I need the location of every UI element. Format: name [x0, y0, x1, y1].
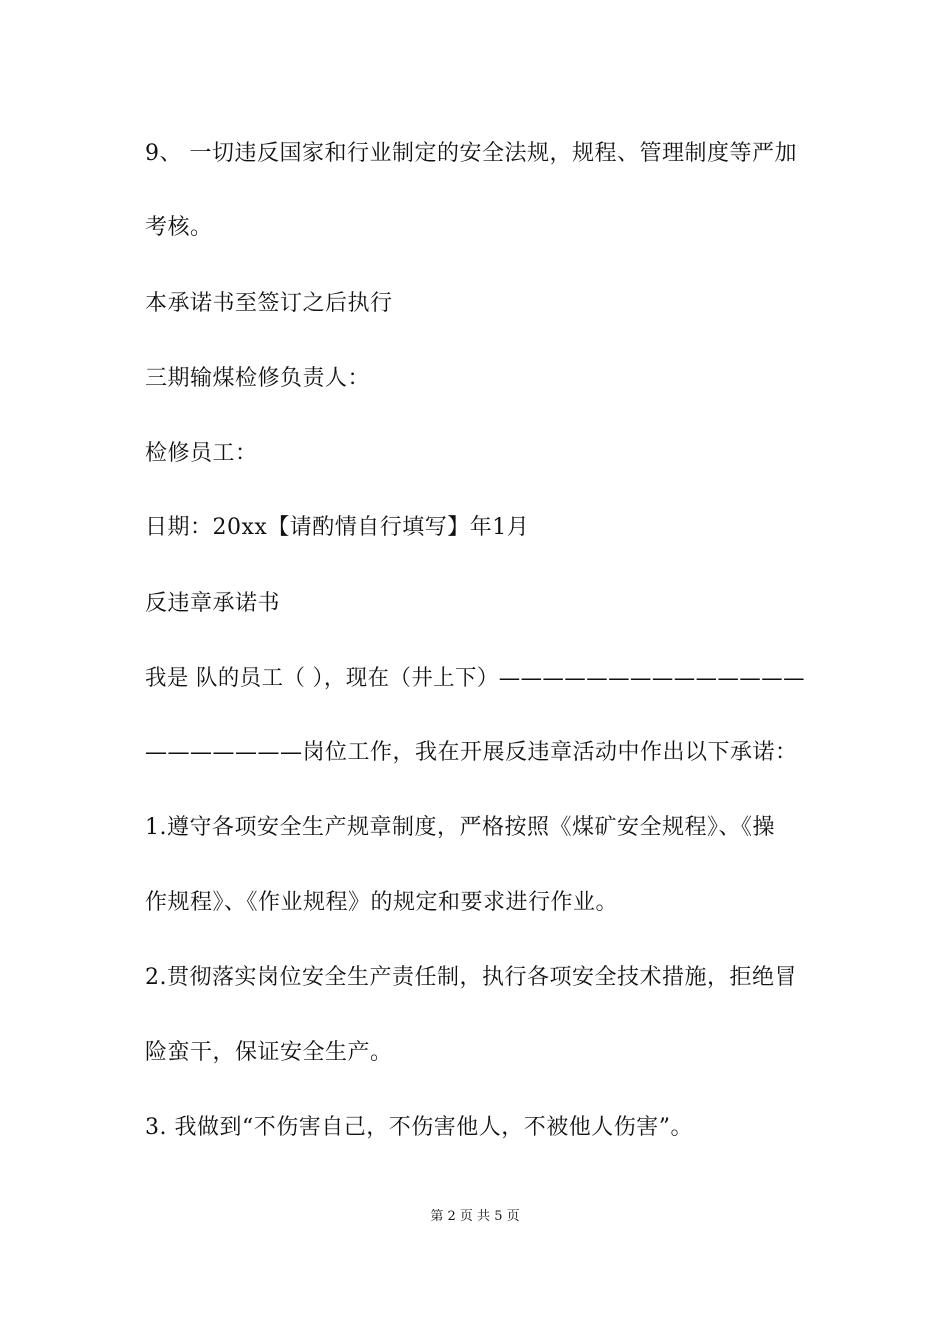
paragraph-line: 作规程》、《作业规程》的规定和要求进行作业。 [145, 890, 619, 915]
paragraph-line: 1.遵守各项安全生产规章制度，严格按照《煤矿安全规程》、《操 [145, 815, 775, 840]
paragraph-line: ———————岗位工作，我在开展反违章活动中作出以下承诺： [145, 740, 798, 765]
page-number-footer: 第 2 页 共 5 页 [430, 1209, 520, 1224]
paragraph-line: 9、 一切违反国家和行业制定的安全法规，规程、管理制度等严加 [145, 141, 797, 166]
paragraph-line: 3. 我做到“不伤害自己，不伤害他人，不被他人伤害”。 [145, 1115, 693, 1140]
paragraph-line: 检修员工： [145, 441, 258, 466]
section-title: 反违章承诺书 [145, 591, 281, 616]
paragraph-line: 险蛮干，保证安全生产。 [145, 1040, 393, 1065]
paragraph-line: 本承诺书至签订之后执行 [145, 291, 393, 316]
paragraph-line: 考核。 [145, 215, 213, 240]
paragraph-line: 日期：20xx【请酌情自行填写】年1月 [145, 515, 530, 540]
paragraph-line: 2.贯彻落实岗位安全生产责任制，执行各项安全技术措施，拒绝冒 [145, 965, 797, 990]
paragraph-line: 我是 队的员工（ ），现在（井上下）—————————————— [145, 666, 805, 691]
paragraph-line: 三期输煤检修负责人： [145, 366, 371, 391]
